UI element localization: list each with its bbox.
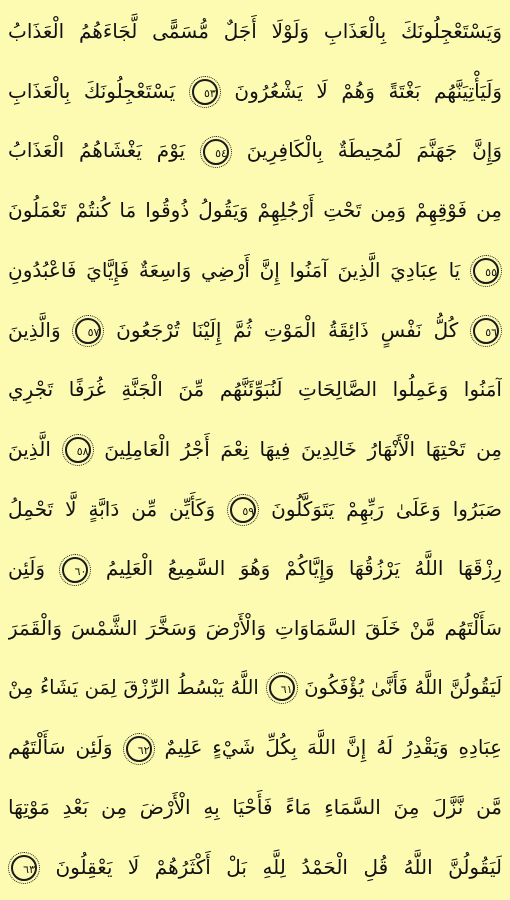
ayah-number-marker: ٥٤ xyxy=(203,139,229,165)
verse-text: الَّذِينَ xyxy=(8,436,51,461)
verse-text: سَأَلْتَهُم مَّنْ خَلَقَ السَّمَاوَاتِ وَالْأَرْضَ وَسَخَّرَ الشَّمْسَ وَالْقَمَرَ xyxy=(8,616,502,641)
verse-text: وَيَسْتَعْجِلُونَكَ بِالْعَذَابِ وَلَوْلَا أَجَلٌ مُّسَمًّى لَّجَاءَهُمُ الْعَذَابُ xyxy=(8,19,502,43)
ayah-number-marker: ٥٧ xyxy=(75,318,101,344)
verse-line xyxy=(8,4,502,58)
verse-line xyxy=(8,720,502,774)
verse-text: مِن تَحْتِهَا الْأَنْهَارُ خَالِدِينَ فِيهَا نِعْمَ أَجْرُ الْعَامِلِينَ xyxy=(104,436,502,461)
verse-text: اللَّهُ يَبْسُطُ الرِّزْقَ لِمَن يَشَاءُ مِنْ xyxy=(8,675,259,699)
ayah-number-marker: ٦٠ xyxy=(62,557,88,583)
ayah-number-marker: ٥٥ xyxy=(473,258,499,284)
verse-line xyxy=(8,661,502,715)
verse-text: مَّن نَّزَّلَ مِنَ السَّمَاءِ مَاءً فَأَحْيَا بِهِ الْأَرْضَ مِن بَعْدِ مَوْتِهَا xyxy=(8,795,502,820)
ayah-number-marker: ٥٩ xyxy=(230,497,256,523)
ayah-number-marker: ٦١ xyxy=(269,675,295,701)
verse-line xyxy=(8,780,502,834)
verse-text: آمَنُوا وَعَمِلُوا الصَّالِحَاتِ لَنُبَوِّئَنَّهُم مِّنَ الْجَنَّةِ غُرَفًا تَجْرِي xyxy=(8,377,502,402)
ayah-number-marker: ٦٣ xyxy=(11,855,37,881)
ayah-number-marker: ٦٢ xyxy=(126,736,152,762)
verse-text: وَلَئِن سَأَلْتَهُم xyxy=(8,735,113,760)
verse-text: وَالَّذِينَ xyxy=(8,317,61,342)
verse-line xyxy=(8,123,502,177)
verse-text: وَلَيَأْتِيَنَّهُم بَغْتَةً وَهُمْ لَا يَشْعُرُونَ xyxy=(234,78,502,103)
verse-line xyxy=(8,601,502,655)
verse-text: وَإِنَّ جَهَنَّمَ لَمُحِيطَةٌ بِالْكَافِرِينَ xyxy=(246,138,502,163)
verse-line xyxy=(8,482,502,536)
verse-line xyxy=(8,840,502,894)
verse-line xyxy=(8,64,502,118)
verse-text: لَيَقُولُنَّ اللَّهُ فَأَنَّىٰ يُؤْفَكُونَ xyxy=(304,675,502,699)
verse-text: عِبَادِهِ وَيَقْدِرُ لَهُ إِنَّ اللَّهَ بِكُلِّ شَيْءٍ عَلِيمٌ xyxy=(164,735,502,760)
verse-line xyxy=(8,243,502,297)
verse-line xyxy=(8,303,502,357)
verse-text: يَسْتَعْجِلُونَكَ بِالْعَذَابِ xyxy=(8,78,176,103)
verse-text: مِن فَوْقِهِمْ وَمِن تَحْتِ أَرْجُلِهِمْ وَيَقُولُ ذُوقُوا مَا كُنتُمْ تَعْمَلُونَ xyxy=(8,198,502,223)
ayah-number-marker: ٥٦ xyxy=(473,318,499,344)
verse-text: وَكَأَيِّن مِّن دَابَّةٍ لَّا تَحْمِلُ xyxy=(8,496,216,521)
verse-line xyxy=(8,183,502,237)
ayah-number-marker: ٥٣ xyxy=(192,79,218,105)
ayah-number-marker: ٥٨ xyxy=(65,437,91,463)
verse-text: يَا عِبَادِيَ الَّذِينَ آمَنُوا إِنَّ أَرْضِي وَاسِعَةٌ فَإِيَّايَ فَاعْبُدُونِ xyxy=(8,257,461,282)
verse-text: صَبَرُوا وَعَلَىٰ رَبِّهِمْ يَتَوَكَّلُونَ xyxy=(271,496,502,521)
verse-text: رِزْقَهَا اللَّهُ يَرْزُقُهَا وَإِيَّاكُمْ وَهُوَ السَّمِيعُ الْعَلِيمُ xyxy=(105,556,502,581)
verse-line xyxy=(8,362,502,416)
verse-line xyxy=(8,422,502,476)
verse-text: وَلَئِن xyxy=(8,556,46,581)
verse-text: يَوْمَ يَغْشَاهُمُ الْعَذَابُ xyxy=(8,138,186,163)
verse-line xyxy=(8,541,502,595)
verse-text: كُلُّ نَفْسٍ ذَائِقَةُ الْمَوْتِ ثُمَّ إِلَيْنَا تُرْجَعُونَ xyxy=(116,317,459,342)
verse-text: لَيَقُولُنَّ اللَّهُ قُلِ الْحَمْدُ لِلَّهِ بَلْ أَكْثَرُهُمْ لَا يَعْقِلُونَ xyxy=(55,854,502,879)
